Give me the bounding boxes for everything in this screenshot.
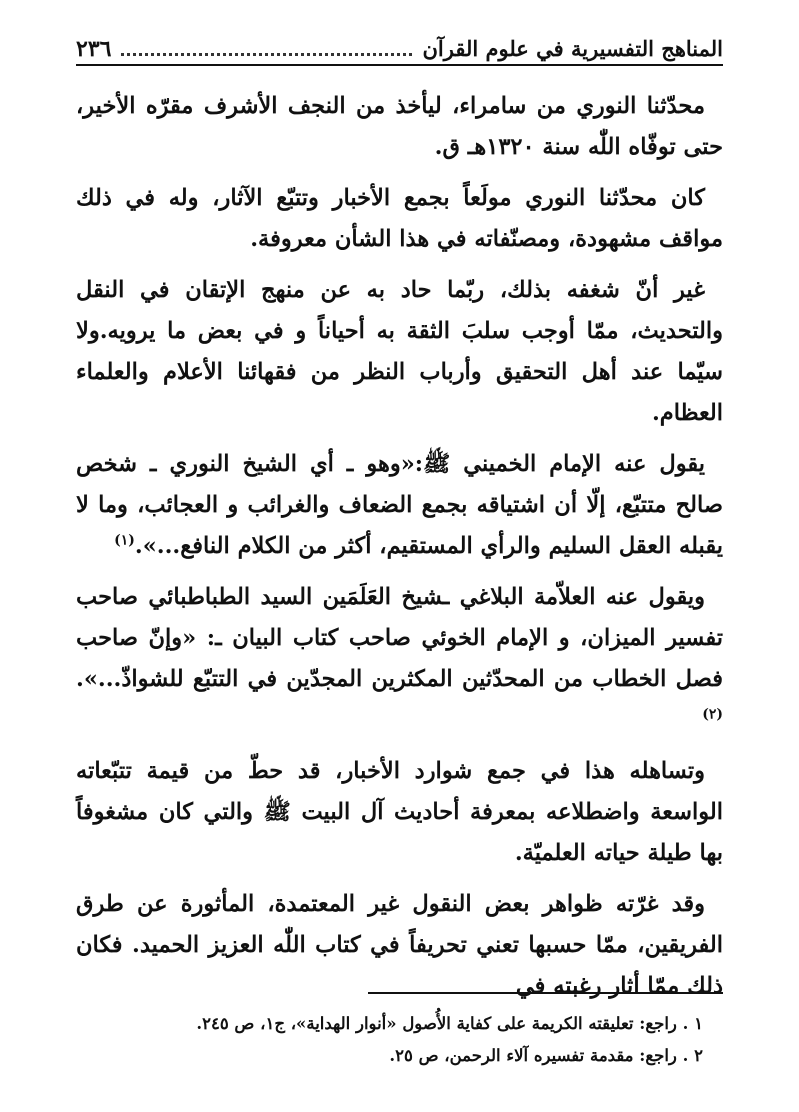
paragraph [76,751,723,874]
header-dot-leader [121,53,412,56]
paragraph [76,577,723,741]
paragraph-text: ويقول عنه العلاّمة البلاغي ـشيخ العَلَمَين السيد الطباطبائي صاحب تفسير الميزان، و الإمام الخوئي صاحب كتاب البيان ـ: «وإنّ صاحب فصل الخطاب من المحدّثين المكثرين المجدّين في التتبّع للشواذّ...». [76,584,723,692]
footnote-separator [368,992,723,994]
body-text [76,86,723,1017]
paragraph [76,178,723,260]
footnotes [76,1008,703,1072]
paragraph-text: محدّثنا النوري من سامراء، ليأخذ من النجف الأشرف مقرّه الأخير، حتى توفّاه اللّٰه سنة ١٣٢٠هـ ق. [76,93,723,160]
paragraph-text: يقول عنه الإمام الخميني ﷺ:«وهو ـ أي الشيخ النوري ـ شخص صالح متتبّع، إلّا أن اشتياقه بجمع الضعاف والغرائب و العجائب، وما لا يقبله العقل السليم والرأي المستقيم، أكثر من الكلام النافع...». [76,451,723,559]
footnote-ref[interactable]: (٢) [702,706,723,723]
paragraph-text: وتساهله هذا في جمع شوارد الأخبار، قد حطّ من قيمة تتبّعاته الواسعة واضطلاعه بمعرفة أحاديث آل البيت ﷺ والتي كان مشغوفاً بها طيلة حياته العلميّة. [76,758,723,866]
paragraph-text: كان محدّثنا النوري مولَعاً بجمع الأخبار وتتبّع الآثار، وله في ذلك مواقف مشهودة، ومصنّفاته في هذا الشأن معروفة. [76,185,723,252]
footnote: ١ . راجع: تعليقته الكريمة على كفاية الأُصول «أنوار الهداية»، ج١، ص ٢٤٥. [196,1014,703,1033]
running-header-title: المناهج التفسيرية في علوم القرآن [422,36,723,61]
paragraph [76,444,723,567]
paragraph-text: غير أنّ شغفه بذلك، ربّما حاد به عن منهج الإتقان في النقل والتحديث، ممّا أوجب سلبَ الثقة به أحياناً و في بعض ما يرويه.ولا سيّما عند أهل التحقيق وأرباب النظر من فقهائنا الأعلام والعلماء العظام. [76,277,723,426]
footnote-ref[interactable]: (١) [114,532,135,549]
paragraph [76,884,723,1007]
paragraph [76,86,723,168]
running-header [76,30,723,66]
paragraph-text: وقد غرّته ظواهر بعض النقول غير المعتمدة، المأثورة عن طرق الفريقين، ممّا حسبها تعني تحريفاً في كتاب اللّٰه العزيز الحميد. فكان ذلك ممّا أثار رغبته في [76,891,723,999]
paragraph [76,270,723,434]
footnote: ٢ . راجع: مقدمة تفسيره آلاء الرحمن، ص ٢٥. [389,1046,703,1065]
page-number: ٢٣٦ [76,36,112,62]
